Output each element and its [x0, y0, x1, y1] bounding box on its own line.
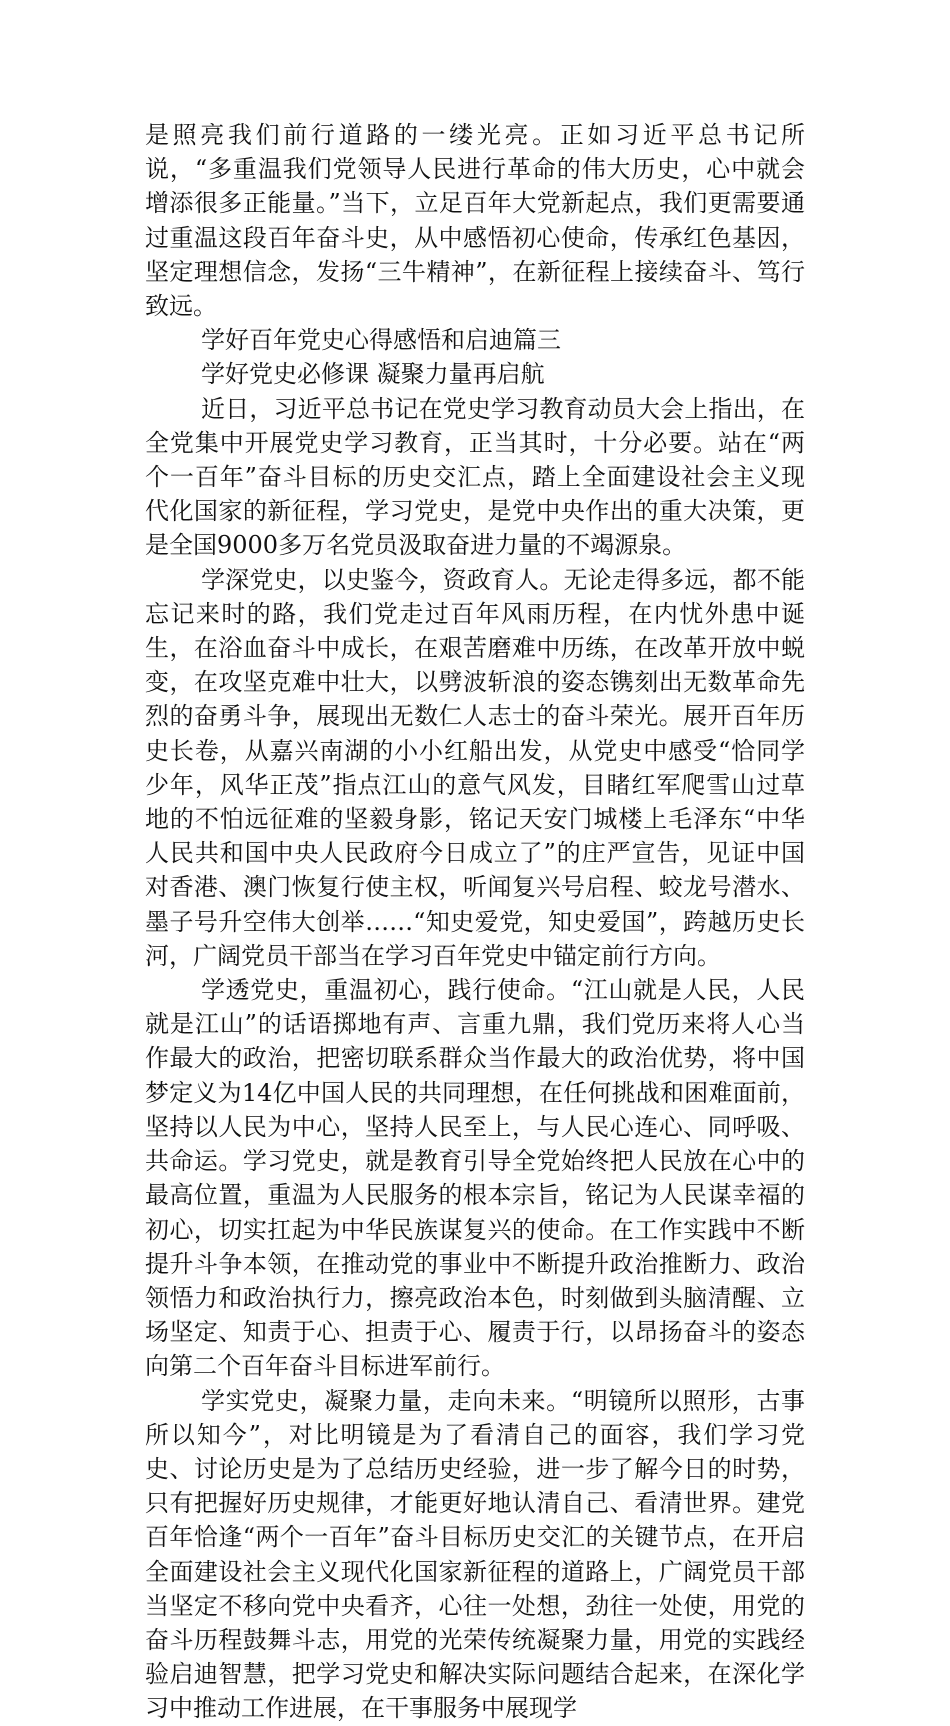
paragraph-continuation: 是照亮我们前行道路的一缕光亮。正如习近平总书记所说，“多重温我们党领导人民进行革命的伟大历史，心中就会增添很多正能量。”当下，立足百年大党新起点，我们更需要通过重温这段百年奋斗史，从中感悟初心使命，传承红色基因，坚定理想信念，发扬“三牛精神”，在新征程上接续奋斗、笃行致远。: [145, 121, 805, 321]
section-title: 学好百年党史心得感悟和启迪篇三: [201, 326, 561, 355]
document-page: [145, 118, 805, 1726]
article-title: 学好党史必修课 凝聚力量再启航: [201, 360, 545, 389]
paragraph-intro: 近日，习近平总书记在党史学习教育动员大会上指出，在全党集中开展党史学习教育，正当其时，十分必要。站在“两个一百年”奋斗目标的历史交汇点，踏上全面建设社会主义现代化国家的新征程，学习党史，是党中央作出的重大决策，更是全国9000多万名党员汲取奋进力量的不竭源泉。: [145, 394, 805, 560]
paragraph-learn-thorough: 学透党史，重温初心，践行使命。“江山就是人民，人民就是江山”的话语掷地有声、言重九鼎，我们党历来将人心当作最大的政治，把密切联系群众当作最大的政治优势，将中国梦定义为14亿中国人民的共同理想，在任何挑战和困难面前，坚持以人民为中心，坚持人民至上，与人民心连心、同呼吸、共命运。学习党史，就是教育引导全党始终把人民放在心中的最高位置，重温为人民服务的根本宗旨，铭记为人民谋幸福的初心，切实扛起为中华民族谋复兴的使命。在工作实践中不断提升斗争本领，在推动党的事业中不断提升政治推断力、政治领悟力和政治执行力，擦亮政治本色，时刻做到头脑清醒、立场坚定、知责于心、担责于心、履责于行，以昂扬奋斗的姿态向第二个百年奋斗目标进军前行。: [145, 976, 805, 1381]
paragraph-learn-deep: 学深党史，以史鉴今，资政育人。无论走得多远，都不能忘记来时的路，我们党走过百年风雨历程，在内忧外患中诞生，在浴血奋斗中成长，在艰苦磨难中历练，在改革开放中蜕变，在攻坚克难中壮大，以劈波斩浪的姿态镌刻出无数革命先烈的奋勇斗争，展现出无数仁人志士的奋斗荣光。展开百年历史长卷，从嘉兴南湖的小小红船出发，从党史中感受“恰同学少年，风华正茂”指点江山的意气风发，目睹红军爬雪山过草地的不怕远征难的坚毅身影，铭记天安门城楼上毛泽东“中华人民共和国中央人民政府今日成立了”的庄严宣告，见证中国对香港、澳门恢复行使主权，听闻复兴号启程、蛟龙号潜水、墨子号升空伟大创举……“知史爱党，知史爱国”，跨越历史长河，广阔党员干部当在学习百年党史中锚定前行方向。: [145, 565, 805, 970]
paragraph-learn-practical: 学实党史，凝聚力量，走向未来。“明镜所以照形，古事所以知今”，对比明镜是为了看清自己的面容，我们学习党史、讨论历史是为了总结历史经验，进一步了解今日的时势，只有把握好历史规律，才能更好地认清自己、看清世界。建党百年恰逢“两个一百年”奋斗目标历史交汇的关键节点，在开启全面建设社会主义现代化国家新征程的道路上，广阔党员干部当坚定不移向党中央看齐，心往一处想，劲往一处使，用党的奋斗历程鼓舞斗志，用党的光荣传统凝聚力量，用党的实践经验启迪智慧，把学习党史和解决实际问题结合起来，在深化学习中推动工作进展，在干事服务中展现学: [145, 1386, 805, 1723]
